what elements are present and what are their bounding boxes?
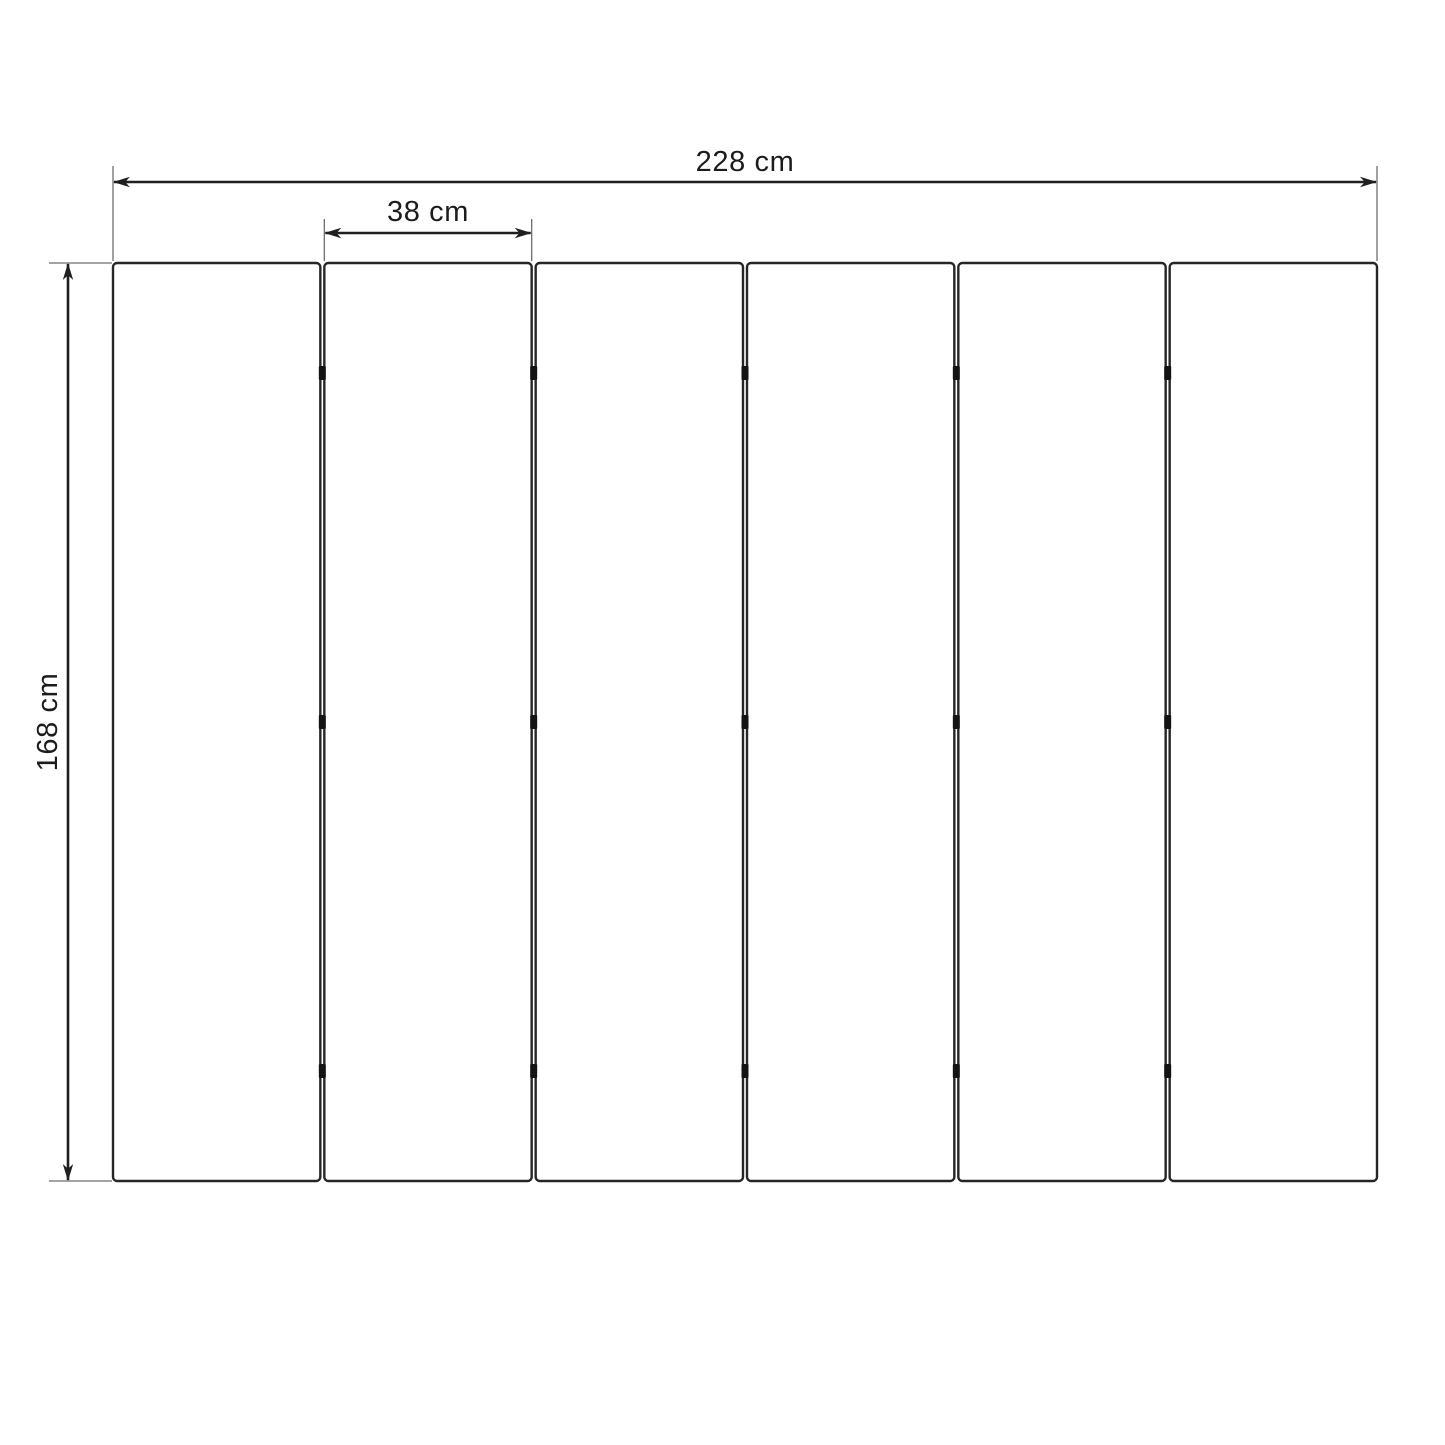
hinge-mark — [742, 1064, 749, 1078]
panel-height-label: 168 cm — [32, 672, 64, 772]
panel-width-label: 38 cm — [387, 196, 469, 228]
panel — [324, 263, 531, 1181]
panels-group — [113, 263, 1377, 1181]
hinge-mark — [742, 366, 749, 380]
hinge-mark — [953, 715, 960, 729]
total-width-dimension — [113, 146, 1377, 261]
hinge-mark — [953, 1064, 960, 1078]
hinge-mark — [530, 715, 537, 729]
height-dimension — [32, 263, 112, 1181]
panel — [536, 263, 743, 1181]
panel — [113, 263, 320, 1181]
hinge-mark — [530, 1064, 537, 1078]
hinge-mark — [742, 715, 749, 729]
panel — [1170, 263, 1377, 1181]
hinge-mark — [1164, 1064, 1171, 1078]
panel — [747, 263, 954, 1181]
hinge-mark — [319, 366, 326, 380]
hinge-mark — [953, 366, 960, 380]
hinge-mark — [319, 1064, 326, 1078]
hinge-mark — [530, 366, 537, 380]
hinge-mark — [319, 715, 326, 729]
hinge-mark — [1164, 366, 1171, 380]
hinge-mark — [1164, 715, 1171, 729]
panel-width-dimension — [324, 196, 531, 261]
total-width-label: 228 cm — [695, 146, 795, 178]
panel — [958, 263, 1165, 1181]
